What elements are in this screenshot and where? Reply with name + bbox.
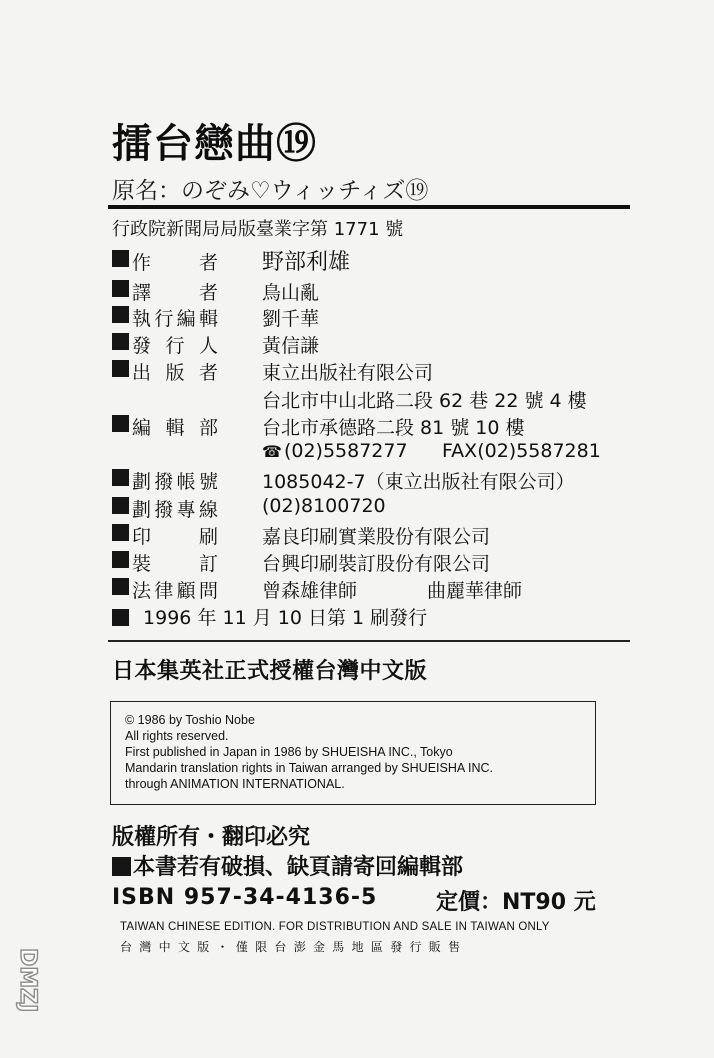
edition-note-chinese: 台灣中文版・僅限台澎金馬地區發行販售 — [120, 940, 468, 954]
watermark-text: DMZJ — [15, 948, 40, 1013]
credit-row — [112, 495, 386, 523]
phone-icon: ☎ — [262, 442, 282, 461]
credit-value-second: 曲麗華律師 — [427, 580, 523, 602]
credit-value: 鳥山亂 — [262, 282, 320, 304]
credit-value: 野部利雄 — [262, 250, 351, 275]
credit-value: 曾森雄律師 — [262, 580, 358, 602]
price: 定價：NT90 元 — [436, 890, 596, 915]
credit-row — [112, 278, 320, 306]
bullet-square-icon — [112, 360, 129, 377]
credit-value: 台北市承德路二段 81 號 10 樓 — [262, 417, 525, 439]
credit-label: 劃 撥 帳 號 — [132, 471, 218, 493]
credit-label: 法 律 顧 問 — [132, 580, 218, 602]
print-date: 1996 年 11 月 10 日第 1 刷發行 — [143, 607, 428, 629]
bullet-square-icon — [112, 524, 129, 541]
copyright-line: through ANIMATION INTERNATIONAL. — [125, 777, 345, 791]
credit-value: 東立出版社有限公司 — [262, 362, 434, 384]
credit-row — [112, 304, 320, 332]
fax-number: FAX(02)5587281 — [442, 440, 601, 462]
credit-row — [112, 413, 525, 441]
credit-label: 譯 者 — [132, 282, 218, 304]
watermark-logo — [2, 946, 40, 1054]
bullet-square-icon — [112, 415, 129, 432]
rights-notice: 版權所有・翻印必究 — [112, 825, 311, 850]
copyright-line: © 1986 by Toshio Nobe — [125, 713, 255, 727]
credit-row — [112, 358, 434, 386]
bullet-square-icon — [112, 609, 129, 626]
bullet-square-icon — [112, 551, 129, 568]
divider-thick — [108, 205, 630, 209]
credit-row — [112, 467, 575, 495]
copyright-line: All rights reserved. — [125, 729, 229, 743]
bullet-square-icon — [112, 857, 131, 876]
print-date-row — [112, 603, 427, 631]
edition-note-english: TAIWAN CHINESE EDITION. FOR DISTRIBUTION AND SALE IN TAIWAN ONLY — [120, 921, 550, 933]
copyright-line: Mandarin translation rights in Taiwan arranged by SHUEISHA INC. — [125, 761, 493, 775]
credit-label: 編 輯 部 — [132, 417, 218, 439]
credit-value: 劉千華 — [262, 308, 320, 330]
credit-row — [112, 248, 351, 276]
phone-number: ☎ (02)5587277 — [262, 440, 408, 462]
credit-value: 嘉良印刷實業股份有限公司 — [262, 526, 491, 548]
credit-value: (02)8100720 — [262, 495, 386, 517]
credit-value: 台興印刷裝訂股份有限公司 — [262, 553, 491, 575]
isbn: ISBN 957-34-4136-5 — [112, 885, 378, 910]
authorization-notice: 日本集英社正式授權台灣中文版 — [112, 659, 428, 684]
bullet-square-icon — [112, 333, 129, 350]
bullet-square-icon — [112, 250, 129, 267]
credit-address: 台北市中山北路二段 62 巷 22 號 4 樓 — [262, 390, 587, 412]
credit-label: 裝 訂 — [132, 553, 218, 575]
credit-label: 出 版 者 — [132, 362, 218, 384]
credit-label: 作 者 — [132, 252, 218, 274]
bullet-square-icon — [112, 497, 129, 514]
credit-row — [112, 331, 320, 359]
credit-label: 發 行 人 — [132, 335, 218, 357]
credit-label: 執 行 編 輯 — [132, 308, 218, 330]
divider-thin — [108, 640, 630, 642]
credit-row — [112, 522, 491, 550]
bullet-square-icon — [112, 306, 129, 323]
credit-row — [112, 549, 491, 577]
damage-notice: 本書若有破損、缺頁請寄回編輯部 — [112, 850, 463, 881]
credit-label: 劃 撥 專 線 — [132, 499, 218, 521]
copyright-box — [110, 701, 596, 805]
book-title: 擂台戀曲⑲ — [112, 121, 317, 167]
bullet-square-icon — [112, 578, 129, 595]
copyright-line: First published in Japan in 1986 by SHUEISHA INC., Tokyo — [125, 745, 453, 759]
credit-row — [112, 576, 523, 604]
credit-value: 黃信謙 — [262, 335, 320, 357]
bullet-square-icon — [112, 280, 129, 297]
credit-value: 1085042-7（東立出版社有限公司） — [262, 471, 575, 493]
original-title: 原名：のぞみ♡ウィッチィズ⑲ — [112, 178, 429, 204]
license-number: 行政院新聞局局版臺業字第 1771 號 — [112, 219, 404, 240]
bullet-square-icon — [112, 469, 129, 486]
credit-label: 印 刷 — [132, 526, 218, 548]
